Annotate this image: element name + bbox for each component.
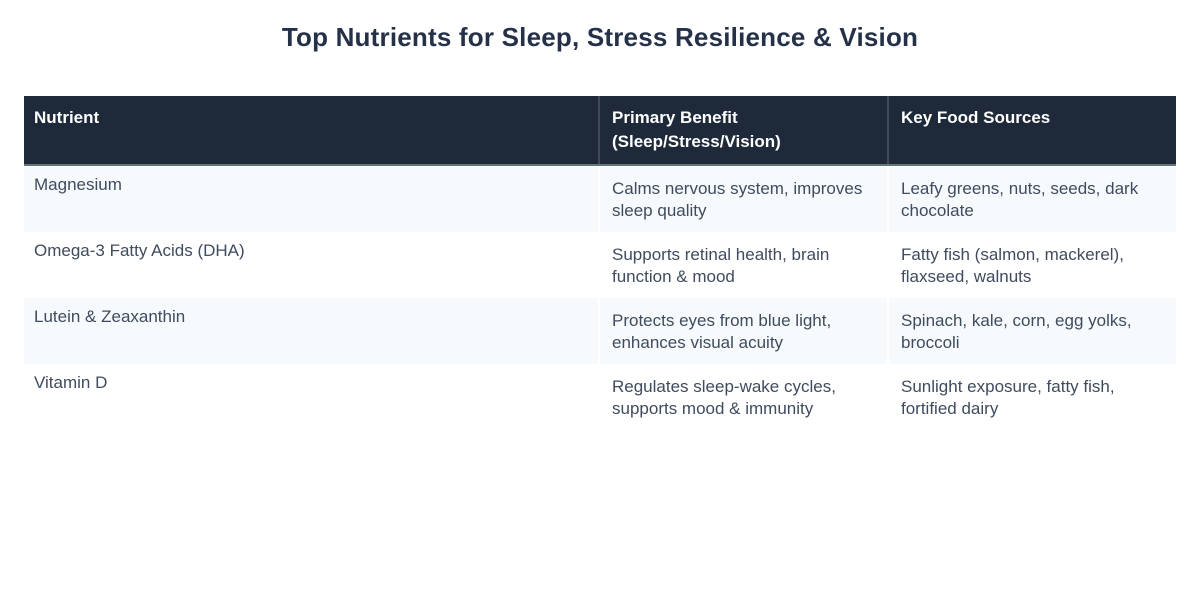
- nutrients-table: [24, 96, 1176, 430]
- cell-nutrient: Vitamin D: [34, 373, 108, 392]
- cell-primary-benefit: Protects eyes from blue light, enhances visual acuity: [598, 298, 887, 364]
- cell-primary-benefit: Regulates sleep-wake cycles, supports mood & immunity: [598, 364, 887, 430]
- cell-primary-benefit: Calms nervous system, improves sleep quality: [598, 166, 887, 232]
- table-header-row: [24, 96, 1176, 166]
- cell-food-sources: Sunlight exposure, fatty fish, fortified dairy: [887, 364, 1176, 430]
- cell-nutrient: Magnesium: [34, 175, 122, 194]
- table-row: [24, 166, 1176, 232]
- table-row: [24, 298, 1176, 364]
- column-header-key-food-sources: Key Food Sources: [887, 96, 1176, 164]
- column-header-primary-benefit: Primary Benefit (Sleep/Stress/Vision): [598, 96, 887, 164]
- cell-food-sources: Leafy greens, nuts, seeds, dark chocolate: [887, 166, 1176, 232]
- cell-primary-benefit: Supports retinal health, brain function & mood: [598, 232, 887, 298]
- cell-food-sources: Fatty fish (salmon, mackerel), flaxseed, walnuts: [887, 232, 1176, 298]
- table-row: [24, 232, 1176, 298]
- column-header-nutrient: Nutrient: [34, 108, 100, 127]
- cell-nutrient: Omega-3 Fatty Acids (DHA): [34, 241, 245, 260]
- cell-nutrient: Lutein & Zeaxanthin: [34, 307, 186, 326]
- table-row: [24, 364, 1176, 430]
- page-title: Top Nutrients for Sleep, Stress Resilience & Vision: [281, 22, 919, 52]
- cell-food-sources: Spinach, kale, corn, egg yolks, broccoli: [887, 298, 1176, 364]
